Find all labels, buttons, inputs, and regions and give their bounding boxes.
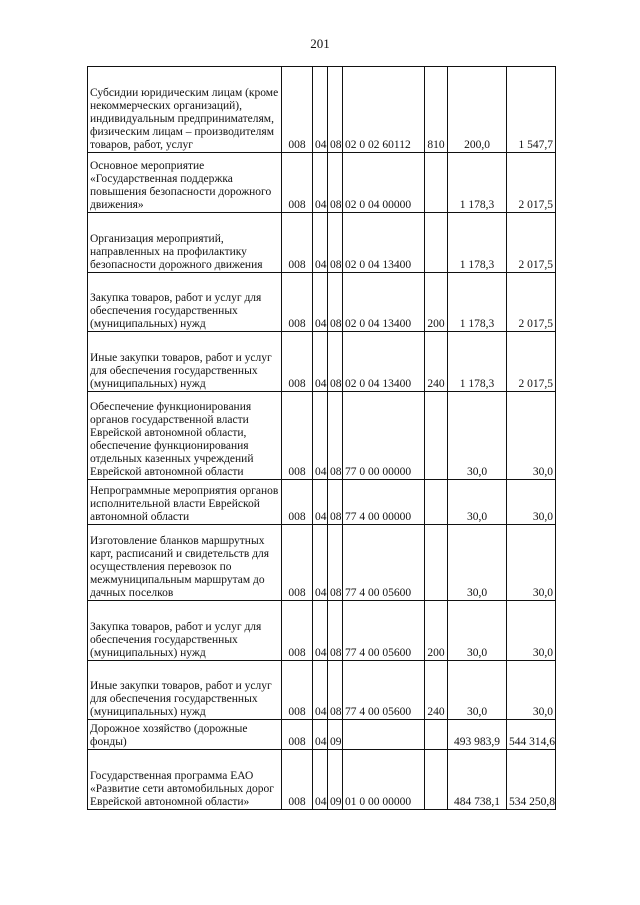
sum-2020-cell: 1 547,7 <box>507 67 556 153</box>
grbs-cell: 008 <box>282 332 313 392</box>
budget-table <box>87 66 556 810</box>
table-row <box>88 720 556 750</box>
row-name: Изготовление бланков маршрутных карт, расписаний и свидетельств для осуществления перевозок по межмуниципальным маршрутам до дачных поселков <box>88 525 282 601</box>
sum-2020-cell: 2 017,5 <box>507 273 556 332</box>
vr-cell <box>425 480 448 525</box>
sum-2020-cell: 30,0 <box>507 601 556 661</box>
sum-2020-cell: 30,0 <box>507 392 556 480</box>
rz-cell: 04 <box>313 332 328 392</box>
table-row <box>88 750 556 810</box>
sum-2020-cell: 534 250,8 <box>507 750 556 810</box>
row-name: Закупка товаров, работ и услуг для обеспечения государственных (муниципальных) нужд <box>88 273 282 332</box>
sum-2019-cell: 30,0 <box>448 661 507 720</box>
rz-cell: 04 <box>313 661 328 720</box>
sum-2020-cell: 30,0 <box>507 525 556 601</box>
csr-cell: 77 4 00 05600 <box>343 601 425 661</box>
sum-2019-cell: 30,0 <box>448 392 507 480</box>
vr-cell: 240 <box>425 332 448 392</box>
csr-cell: 01 0 00 00000 <box>343 750 425 810</box>
csr-cell: 02 0 04 00000 <box>343 153 425 213</box>
sum-2020-cell: 2 017,5 <box>507 153 556 213</box>
table-row <box>88 273 556 332</box>
row-name: Непрограммные мероприятия органов исполнительной власти Еврейской автономной области <box>88 480 282 525</box>
rz-cell: 04 <box>313 153 328 213</box>
sum-2019-cell: 1 178,3 <box>448 273 507 332</box>
rz-cell: 04 <box>313 213 328 273</box>
sum-2020-cell: 30,0 <box>507 661 556 720</box>
page-number: 201 <box>310 36 330 51</box>
table-row <box>88 525 556 601</box>
pr-cell: 08 <box>328 332 343 392</box>
row-name: Закупка товаров, работ и услуг для обеспечения государственных (муниципальных) нужд <box>88 601 282 661</box>
pr-cell: 08 <box>328 153 343 213</box>
table-row <box>88 153 556 213</box>
sum-2020-cell: 2 017,5 <box>507 213 556 273</box>
sum-2020-cell: 2 017,5 <box>507 332 556 392</box>
vr-cell <box>425 153 448 213</box>
csr-cell: 77 4 00 00000 <box>343 480 425 525</box>
row-name: Дорожное хозяйство (дорожные фонды) <box>88 720 282 750</box>
vr-cell <box>425 213 448 273</box>
vr-cell: 240 <box>425 661 448 720</box>
row-name: Основное мероприятие «Государственная поддержка повышения безопасности дорожного движения» <box>88 153 282 213</box>
csr-cell: 02 0 04 13400 <box>343 273 425 332</box>
pr-cell: 08 <box>328 392 343 480</box>
rz-cell: 04 <box>313 525 328 601</box>
table-row <box>88 67 556 153</box>
csr-cell: 77 0 00 00000 <box>343 392 425 480</box>
table-row <box>88 213 556 273</box>
grbs-cell: 008 <box>282 67 313 153</box>
table-row <box>88 392 556 480</box>
vr-cell: 810 <box>425 67 448 153</box>
pr-cell: 08 <box>328 601 343 661</box>
grbs-cell: 008 <box>282 273 313 332</box>
row-name: Иные закупки товаров, работ и услуг для обеспечения государственных (муниципальных) нужд <box>88 661 282 720</box>
grbs-cell: 008 <box>282 661 313 720</box>
vr-cell: 200 <box>425 273 448 332</box>
sum-2020-cell: 544 314,6 <box>507 720 556 750</box>
vr-cell: 200 <box>425 601 448 661</box>
row-name: Иные закупки товаров, работ и услуг для обеспечения государственных (муниципальных) нужд <box>88 332 282 392</box>
row-name: Организация мероприятий, направленных на профилактику безопасности дорожного движения <box>88 213 282 273</box>
csr-cell <box>343 720 425 750</box>
rz-cell: 04 <box>313 67 328 153</box>
table-row <box>88 661 556 720</box>
sum-2019-cell: 1 178,3 <box>448 213 507 273</box>
csr-cell: 77 4 00 05600 <box>343 525 425 601</box>
csr-cell: 77 4 00 05600 <box>343 661 425 720</box>
sum-2019-cell: 200,0 <box>448 67 507 153</box>
vr-cell <box>425 392 448 480</box>
grbs-cell: 008 <box>282 601 313 661</box>
pr-cell: 08 <box>328 213 343 273</box>
row-name: Обеспечение функционирования органов государственной власти Еврейской автономной области, обеспечение функционирования отдельных казенных учреждений Еврейской автономной области <box>88 392 282 480</box>
table-row <box>88 480 556 525</box>
row-name: Субсидии юридическим лицам (кроме некоммерческих организаций), индивидуальным предпринимателям, физическим лицам – производителям товаров, работ, услуг <box>88 67 282 153</box>
pr-cell: 08 <box>328 525 343 601</box>
grbs-cell: 008 <box>282 153 313 213</box>
sum-2019-cell: 484 738,1 <box>448 750 507 810</box>
rz-cell: 04 <box>313 601 328 661</box>
rz-cell: 04 <box>313 720 328 750</box>
csr-cell: 02 0 04 13400 <box>343 332 425 392</box>
vr-cell <box>425 720 448 750</box>
table-row <box>88 332 556 392</box>
grbs-cell: 008 <box>282 525 313 601</box>
rz-cell: 04 <box>313 392 328 480</box>
rz-cell: 04 <box>313 480 328 525</box>
grbs-cell: 008 <box>282 392 313 480</box>
rz-cell: 04 <box>313 750 328 810</box>
row-name: Государственная программа ЕАО «Развитие сети автомобильных дорог Еврейской автономной области» <box>88 750 282 810</box>
sum-2019-cell: 1 178,3 <box>448 332 507 392</box>
sum-2019-cell: 493 983,9 <box>448 720 507 750</box>
vr-cell <box>425 750 448 810</box>
sum-2020-cell: 30,0 <box>507 480 556 525</box>
pr-cell: 08 <box>328 661 343 720</box>
pr-cell: 09 <box>328 750 343 810</box>
pr-cell: 08 <box>328 480 343 525</box>
csr-cell: 02 0 02 60112 <box>343 67 425 153</box>
table-row <box>88 601 556 661</box>
rz-cell: 04 <box>313 273 328 332</box>
grbs-cell: 008 <box>282 480 313 525</box>
csr-cell: 02 0 04 13400 <box>343 213 425 273</box>
grbs-cell: 008 <box>282 213 313 273</box>
sum-2019-cell: 30,0 <box>448 525 507 601</box>
sum-2019-cell: 30,0 <box>448 480 507 525</box>
pr-cell: 09 <box>328 720 343 750</box>
sum-2019-cell: 1 178,3 <box>448 153 507 213</box>
pr-cell: 08 <box>328 273 343 332</box>
sum-2019-cell: 30,0 <box>448 601 507 661</box>
grbs-cell: 008 <box>282 750 313 810</box>
pr-cell: 08 <box>328 67 343 153</box>
grbs-cell: 008 <box>282 720 313 750</box>
vr-cell <box>425 525 448 601</box>
